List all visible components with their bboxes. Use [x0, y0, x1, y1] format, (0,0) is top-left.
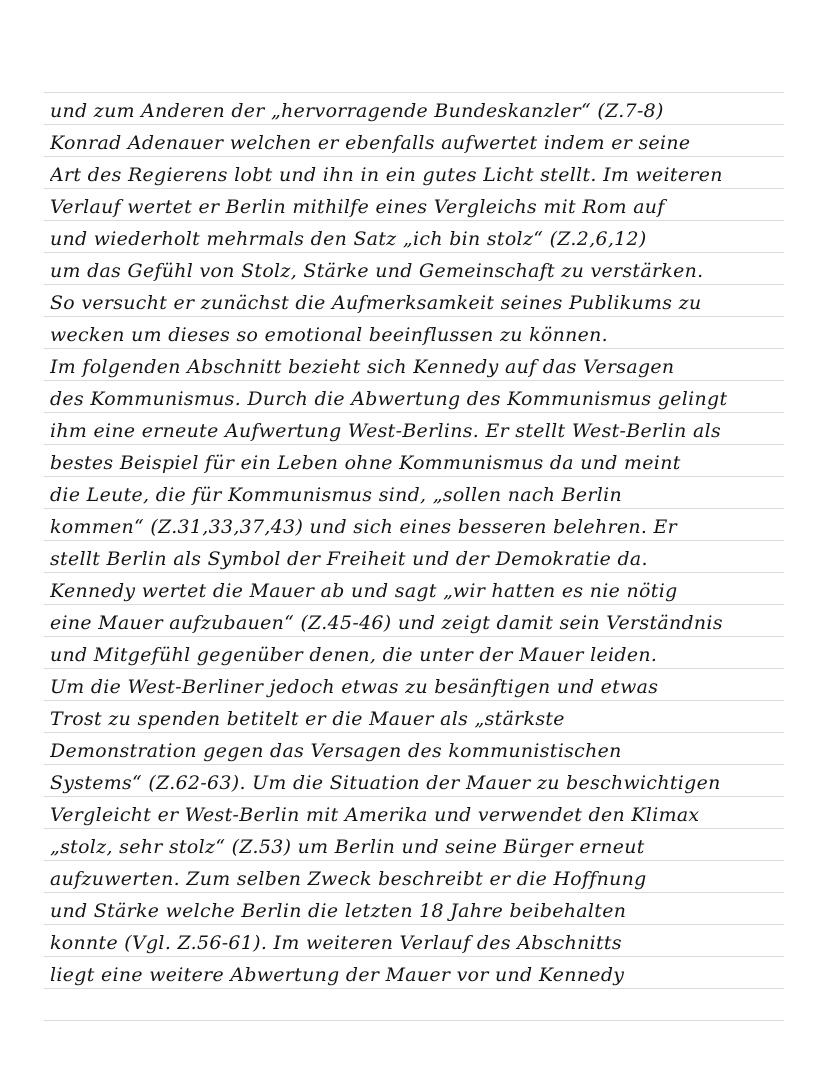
- text-line: und Stärke welche Berlin die letzten 18 Jahre beibehalten: [50, 900, 627, 922]
- text-line: um das Gefühl von Stolz, Stärke und Gemeinschaft zu verstärken.: [50, 260, 704, 282]
- text-line: des Kommunismus. Durch die Abwertung des Kommunismus gelingt: [50, 388, 728, 410]
- text-line: Vergleicht er West-Berlin mit Amerika und verwendet den Klimax: [50, 804, 700, 826]
- text-line: Um die West-Berliner jedoch etwas zu besänftigen und etwas: [50, 676, 659, 698]
- text-line: eine Mauer aufzubauen“ (Z.45-46) und zeigt damit sein Verständnis: [50, 612, 723, 634]
- ruled-line: [44, 1020, 784, 1021]
- text-line: wecken um dieses so emotional beeinflussen zu können.: [50, 324, 608, 346]
- text-line: kommen“ (Z.31,33,37,43) und sich eines besseren belehren. Er: [50, 516, 678, 538]
- text-line: Im folgenden Abschnitt bezieht sich Kennedy auf das Versagen: [50, 356, 675, 378]
- text-line: bestes Beispiel für ein Leben ohne Kommunismus da und meint: [50, 452, 681, 474]
- text-line: Demonstration gegen das Versagen des kommunistischen: [50, 740, 622, 762]
- text-line: stellt Berlin als Symbol der Freiheit und der Demokratie da.: [50, 548, 648, 570]
- text-line: und wiederholt mehrmals den Satz „ich bin stolz“ (Z.2,6,12): [50, 228, 647, 250]
- text-line: Trost zu spenden betitelt er die Mauer als „stärkste: [50, 708, 565, 730]
- text-line: und Mitgefühl gegenüber denen, die unter der Mauer leiden.: [50, 644, 658, 666]
- text-line: liegt eine weitere Abwertung der Mauer vor und Kennedy: [50, 964, 625, 986]
- ruled-line: [44, 92, 784, 93]
- text-line: Konrad Adenauer welchen er ebenfalls aufwertet indem er seine: [50, 132, 691, 154]
- text-line: Art des Regierens lobt und ihn in ein gutes Licht stellt. Im weiteren: [50, 164, 723, 186]
- text-line: Verlauf wertet er Berlin mithilfe eines Vergleichs mit Rom auf: [50, 196, 665, 218]
- text-line: Kennedy wertet die Mauer ab und sagt „wir hatten es nie nötig: [50, 580, 678, 602]
- text-line: und zum Anderen der „hervorragende Bundeskanzler“ (Z.7-8): [50, 100, 664, 122]
- text-line: konnte (Vgl. Z.56-61). Im weiteren Verlauf des Abschnitts: [50, 932, 622, 954]
- text-line: ihm eine erneute Aufwertung West-Berlins. Er stellt West-Berlin als: [50, 420, 722, 442]
- text-line: aufzuwerten. Zum selben Zweck beschreibt er die Hoffnung: [50, 868, 647, 890]
- text-line: Systems“ (Z.62-63). Um die Situation der Mauer zu beschwichtigen: [50, 772, 721, 794]
- text-line: die Leute, die für Kommunismus sind, „sollen nach Berlin: [50, 484, 623, 506]
- text-line: So versucht er zunächst die Aufmerksamkeit seines Publikums zu: [50, 292, 702, 314]
- text-line: „stolz, sehr stolz“ (Z.53) um Berlin und seine Bürger erneut: [50, 836, 645, 858]
